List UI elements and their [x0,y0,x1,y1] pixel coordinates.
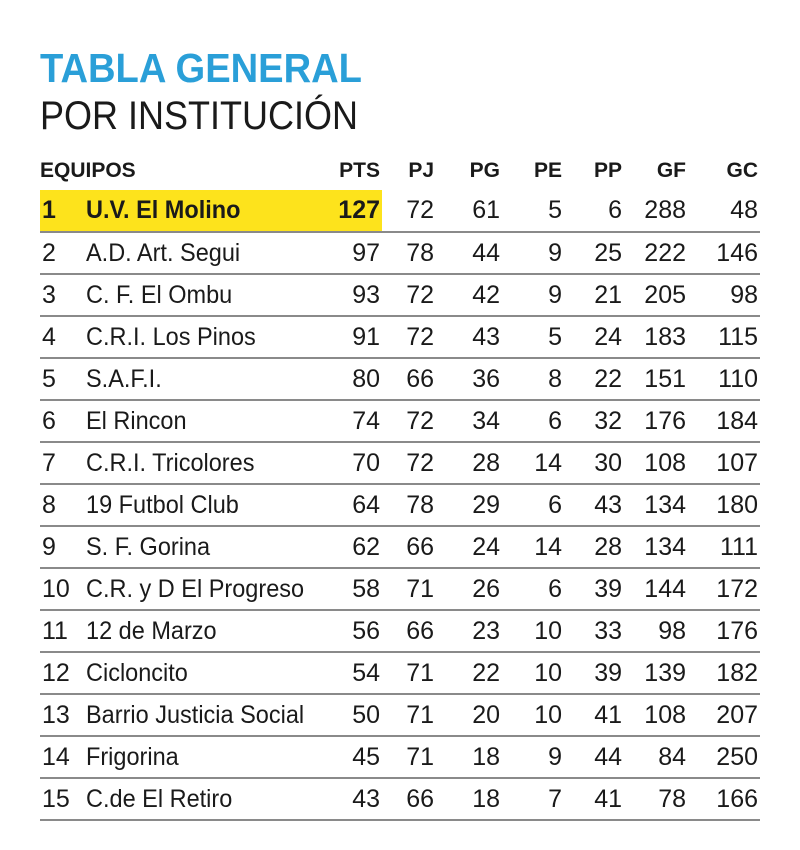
row-team-label: C. F. El Ombu [86,280,233,309]
row-pe: 6 [502,484,564,526]
row-pj: 71 [382,694,436,736]
row-pg: 36 [436,358,502,400]
row-pp: 24 [564,316,624,358]
row-pe: 7 [502,778,564,820]
row-pp: 44 [564,736,624,778]
row-gf: 108 [624,442,688,484]
row-pp: 39 [564,568,624,610]
row-pg: 28 [436,442,502,484]
row-pj: 78 [382,232,436,274]
table-row [40,610,760,652]
row-gf: 144 [624,568,688,610]
table-row [40,316,760,358]
column-header-gf: GF [656,159,687,182]
table-row [40,442,760,484]
row-pg: 61 [436,190,502,232]
column-header-pj: PJ [408,159,435,182]
row-gf: 139 [624,652,688,694]
row-team [86,400,330,442]
row-gf: 151 [624,358,688,400]
row-position: 15 [40,778,86,820]
row-pj: 72 [382,316,436,358]
row-gc: 146 [688,232,760,274]
row-pg: 26 [436,568,502,610]
row-pg: 44 [436,232,502,274]
row-pts: 50 [330,694,382,736]
row-pp: 41 [564,778,624,820]
row-gc: 98 [688,274,760,316]
row-pg: 23 [436,610,502,652]
row-team [86,442,330,484]
row-pj: 71 [382,736,436,778]
row-pg: 18 [436,778,502,820]
row-gc: 180 [688,484,760,526]
row-team [86,526,330,568]
row-gf: 134 [624,484,688,526]
row-gc: 172 [688,568,760,610]
row-gc: 115 [688,316,760,358]
row-gf: 222 [624,232,688,274]
row-team [86,484,330,526]
table-row [40,694,760,736]
page-subtitle: POR INSTITUCIÓN [40,94,359,138]
row-team [86,316,330,358]
row-position: 3 [40,274,86,316]
row-gf: 108 [624,694,688,736]
row-gc: 48 [688,190,760,232]
column-header-team: EQUIPOS [40,159,136,182]
row-position: 1 [40,190,86,232]
row-pj: 78 [382,484,436,526]
row-gc: 110 [688,358,760,400]
row-team [86,190,330,232]
row-pe: 14 [502,526,564,568]
row-pe: 5 [502,316,564,358]
column-header-pp: PP [594,159,623,182]
row-pj: 71 [382,652,436,694]
row-position: 2 [40,232,86,274]
row-team [86,610,330,652]
row-position: 8 [40,484,86,526]
page-title: TABLA GENERAL [40,45,362,91]
row-pe: 6 [502,568,564,610]
row-pp: 43 [564,484,624,526]
row-pp: 22 [564,358,624,400]
row-position: 13 [40,694,86,736]
row-team-label: Frigorina [86,742,179,771]
row-gc: 166 [688,778,760,820]
column-header-gc: GC [726,159,759,182]
row-pj: 72 [382,190,436,232]
row-team-label: 19 Futbol Club [86,490,239,519]
row-pts: 97 [330,232,382,274]
row-position: 4 [40,316,86,358]
row-team-label: C.R. y D El Progreso [86,574,305,603]
row-pg: 34 [436,400,502,442]
row-pg: 43 [436,316,502,358]
row-pg: 20 [436,694,502,736]
row-pts: 56 [330,610,382,652]
row-pj: 72 [382,400,436,442]
row-position: 11 [40,610,86,652]
row-pj: 66 [382,778,436,820]
row-pj: 72 [382,274,436,316]
row-pp: 21 [564,274,624,316]
row-team [86,736,330,778]
table-row [40,652,760,694]
table-row [40,568,760,610]
row-team [86,358,330,400]
row-pp: 39 [564,652,624,694]
row-pe: 14 [502,442,564,484]
row-pts: 127 [330,190,382,232]
row-team-label: Barrio Justicia Social [86,700,305,729]
table-row [40,400,760,442]
table-row-leader [40,190,760,232]
column-header-pg: PG [469,159,501,182]
table-header-row [40,152,760,190]
row-position: 12 [40,652,86,694]
row-position: 10 [40,568,86,610]
row-pe: 10 [502,694,564,736]
row-pe: 5 [502,190,564,232]
column-header-pe: PE [534,159,563,182]
row-gc: 207 [688,694,760,736]
row-pj: 66 [382,358,436,400]
row-pg: 24 [436,526,502,568]
row-team-label: C.de El Retiro [86,784,233,813]
row-pp: 32 [564,400,624,442]
row-pp: 30 [564,442,624,484]
row-pg: 29 [436,484,502,526]
row-team-label: Cicloncito [86,658,188,687]
row-position: 5 [40,358,86,400]
row-position: 9 [40,526,86,568]
row-pts: 91 [330,316,382,358]
table-row [40,232,760,274]
row-pp: 25 [564,232,624,274]
row-gf: 134 [624,526,688,568]
row-pts: 45 [330,736,382,778]
row-pp: 6 [564,190,624,232]
row-gf: 78 [624,778,688,820]
table-row [40,736,760,778]
row-gc: 176 [688,610,760,652]
row-gf: 98 [624,610,688,652]
standings-table [40,152,760,821]
row-pp: 33 [564,610,624,652]
row-position: 6 [40,400,86,442]
row-pts: 62 [330,526,382,568]
row-gf: 288 [624,190,688,232]
row-position: 7 [40,442,86,484]
row-team-label: U.V. El Molino [86,196,241,224]
row-pts: 93 [330,274,382,316]
table-row [40,526,760,568]
row-pe: 9 [502,736,564,778]
row-pe: 10 [502,610,564,652]
row-gc: 184 [688,400,760,442]
table-row [40,358,760,400]
row-pts: 64 [330,484,382,526]
row-team-label: 12 de Marzo [86,616,217,645]
row-team [86,694,330,736]
row-pj: 71 [382,568,436,610]
row-team [86,778,330,820]
row-pe: 9 [502,274,564,316]
row-team-label: S.A.F.I. [86,364,162,393]
row-pts: 70 [330,442,382,484]
row-position: 14 [40,736,86,778]
row-pp: 28 [564,526,624,568]
row-pts: 74 [330,400,382,442]
row-pg: 18 [436,736,502,778]
row-gf: 176 [624,400,688,442]
row-gc: 182 [688,652,760,694]
row-pts: 80 [330,358,382,400]
row-pj: 72 [382,442,436,484]
row-pj: 66 [382,610,436,652]
row-pts: 43 [330,778,382,820]
row-team [86,274,330,316]
row-pg: 42 [436,274,502,316]
row-gf: 205 [624,274,688,316]
row-pp: 41 [564,694,624,736]
row-team [86,232,330,274]
row-team [86,568,330,610]
row-team-label: A.D. Art. Segui [86,238,241,267]
row-team-label: C.R.I. Los Pinos [86,322,256,351]
row-gc: 250 [688,736,760,778]
table-row [40,484,760,526]
row-gf: 183 [624,316,688,358]
row-pts: 58 [330,568,382,610]
row-pj: 66 [382,526,436,568]
column-header-pts: PTS [339,159,381,182]
row-pe: 8 [502,358,564,400]
row-team-label: S. F. Gorina [86,532,211,561]
row-gc: 111 [688,526,760,568]
row-team [86,652,330,694]
row-pe: 9 [502,232,564,274]
table-row [40,778,760,820]
row-pts: 54 [330,652,382,694]
row-pe: 6 [502,400,564,442]
row-team-label: C.R.I. Tricolores [86,448,255,477]
row-gc: 107 [688,442,760,484]
row-pe: 10 [502,652,564,694]
row-pg: 22 [436,652,502,694]
row-gf: 84 [624,736,688,778]
table-row [40,274,760,316]
row-team-label: El Rincon [86,406,187,435]
